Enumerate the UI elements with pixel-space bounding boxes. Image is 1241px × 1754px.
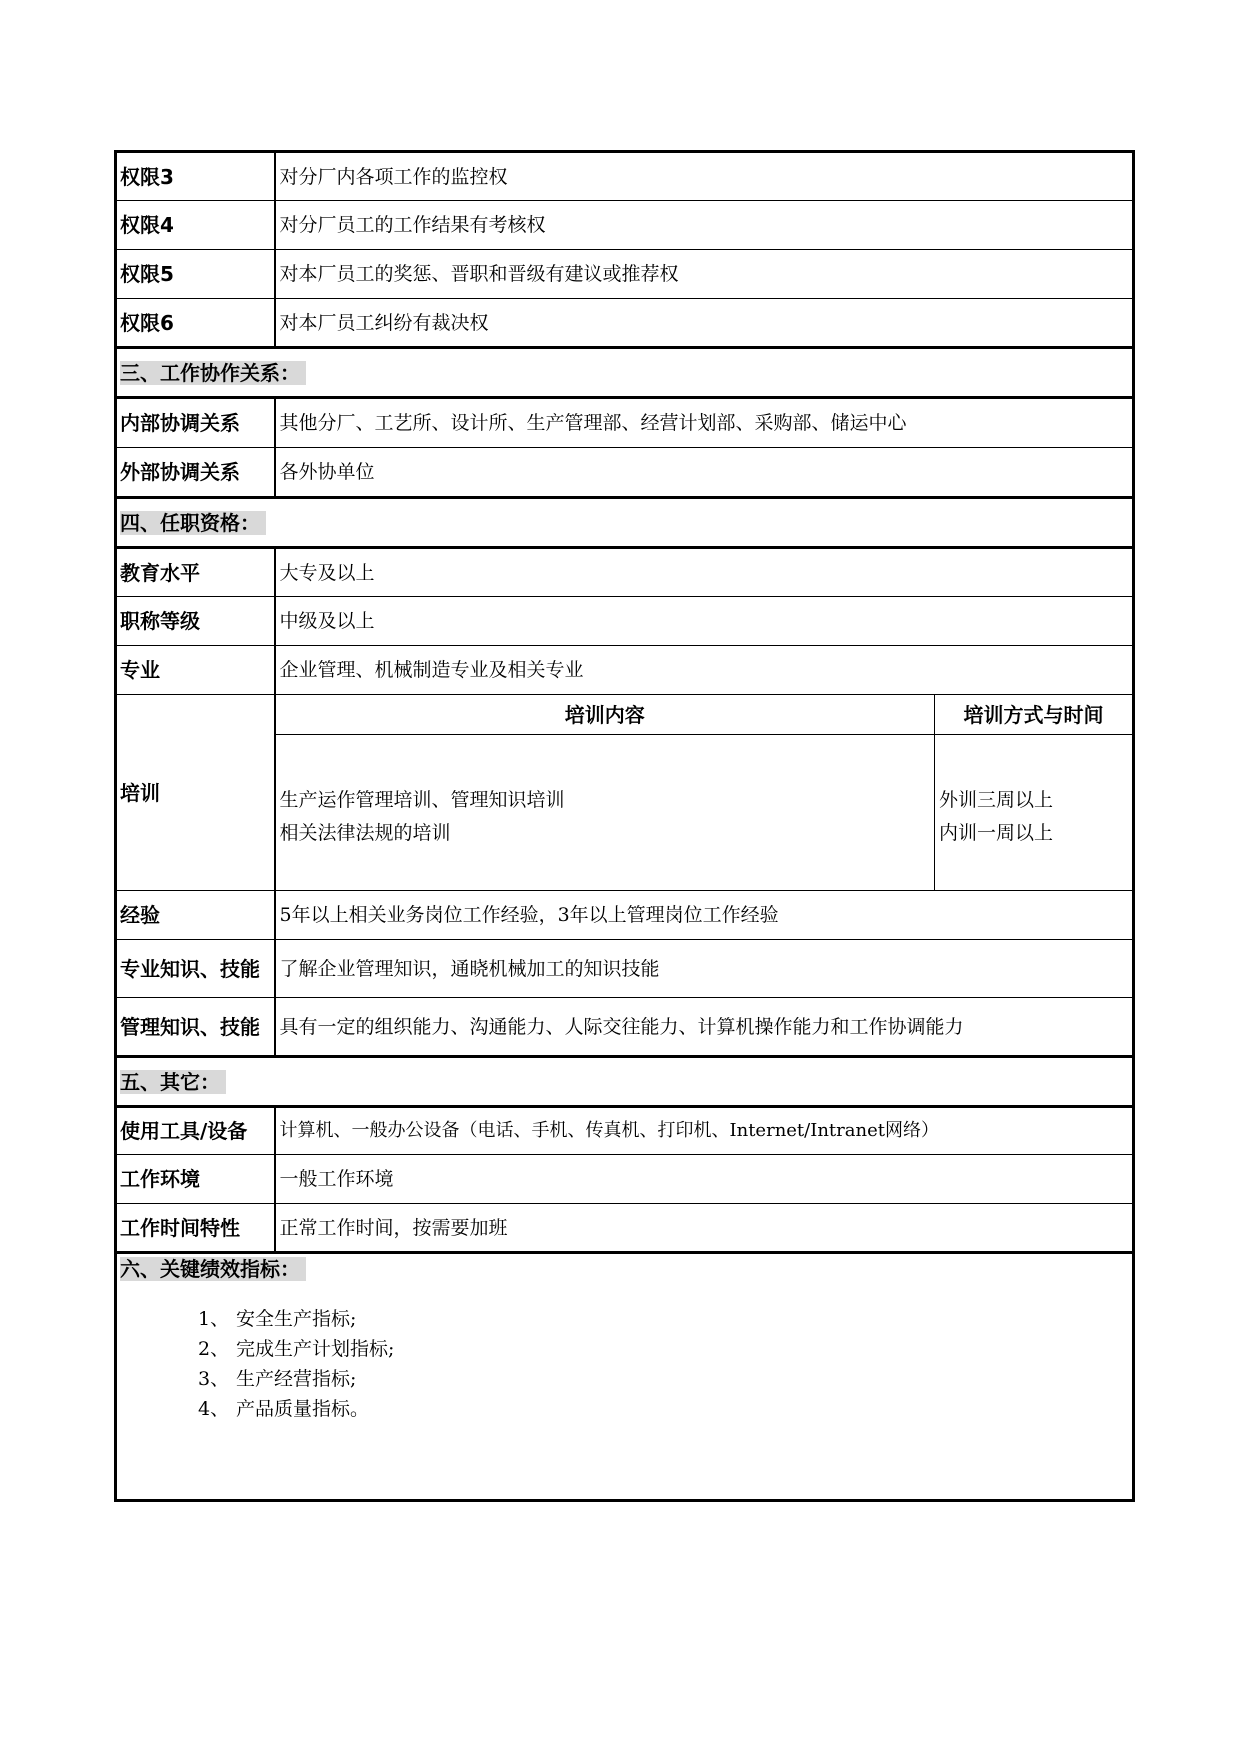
- authority-label: 权限3: [116, 152, 275, 201]
- experience-value: 5年以上相关业务岗位工作经验，3年以上管理岗位工作经验: [275, 891, 1134, 940]
- qualification-label: 教育水平: [116, 548, 275, 597]
- kpi-text: 安全生产指标;: [236, 1308, 357, 1330]
- kpi-item: [198, 1304, 1129, 1334]
- pro-knowledge-label: 专业知识、技能: [116, 940, 275, 998]
- training-method: [935, 735, 1134, 891]
- other-label: 工作环境: [116, 1155, 275, 1204]
- authority-label: 权限4: [116, 201, 275, 250]
- kpi-item: [198, 1364, 1129, 1394]
- job-description-table: [114, 150, 1132, 1502]
- authority-value: 对分厂员工的工作结果有考核权: [275, 201, 1134, 250]
- training-label: 培训: [116, 695, 275, 891]
- section-title: [116, 498, 1134, 548]
- kpi-section: [116, 1253, 1134, 1501]
- kpi-text: 完成生产计划指标;: [236, 1338, 395, 1360]
- other-label: 使用工具/设备: [116, 1107, 275, 1155]
- training-content-line: 生产运作管理培训、管理知识培训: [279, 788, 565, 811]
- other-value: 计算机、一般办公设备（电话、手机、传真机、打印机、Internet/Intranet网络）: [275, 1107, 1134, 1155]
- relation-label: 外部协调关系: [116, 448, 275, 498]
- authority-label: 权限6: [116, 299, 275, 348]
- training-content-line: 相关法律法规的培训: [279, 821, 451, 844]
- section-title-text: 四、任职资格：: [120, 511, 266, 535]
- authority-value: 对本厂员工纠纷有裁决权: [275, 299, 1134, 348]
- kpi-number: 3、: [198, 1368, 230, 1390]
- section-title-text: 三、工作协作关系：: [120, 361, 306, 385]
- section-title-text: 五、其它：: [120, 1070, 226, 1094]
- qualification-value: 大专及以上: [275, 548, 1134, 597]
- kpi-text: 生产经营指标;: [236, 1368, 357, 1390]
- training-content: [275, 735, 935, 891]
- other-label: 工作时间特性: [116, 1204, 275, 1253]
- qualification-value: 中级及以上: [275, 597, 1134, 646]
- experience-label: 经验: [116, 891, 275, 940]
- section-title-text: 六、关键绩效指标：: [120, 1257, 306, 1281]
- relation-label: 内部协调关系: [116, 398, 275, 448]
- kpi-list: [198, 1304, 1129, 1424]
- other-value: 一般工作环境: [275, 1155, 1134, 1204]
- kpi-item: [198, 1334, 1129, 1364]
- relation-value: 各外协单位: [275, 448, 1134, 498]
- kpi-number: 4、: [198, 1398, 230, 1420]
- training-method-header: 培训方式与时间: [935, 695, 1134, 735]
- qualification-value: 企业管理、机械制造专业及相关专业: [275, 646, 1134, 695]
- training-method-line: 内训一周以上: [939, 821, 1054, 844]
- authority-label: 权限5: [116, 250, 275, 299]
- mgmt-knowledge-label: 管理知识、技能: [116, 998, 275, 1057]
- section-title: [116, 1057, 1134, 1107]
- authority-value: 对本厂员工的奖惩、晋职和晋级有建议或推荐权: [275, 250, 1134, 299]
- training-content-header: 培训内容: [275, 695, 935, 735]
- pro-knowledge-value: 了解企业管理知识，通晓机械加工的知识技能: [275, 940, 1134, 998]
- training-method-line: 外训三周以上: [939, 788, 1054, 811]
- kpi-item: [198, 1394, 1129, 1424]
- mgmt-knowledge-value: 具有一定的组织能力、沟通能力、人际交往能力、计算机操作能力和工作协调能力: [275, 998, 1134, 1057]
- other-value: 正常工作时间，按需要加班: [275, 1204, 1134, 1253]
- section-title: [116, 348, 1134, 398]
- kpi-number: 1、: [198, 1308, 230, 1330]
- relation-value: 其他分厂、工艺所、设计所、生产管理部、经营计划部、采购部、储运中心: [275, 398, 1134, 448]
- qualification-label: 职称等级: [116, 597, 275, 646]
- qualification-label: 专业: [116, 646, 275, 695]
- authority-value: 对分厂内各项工作的监控权: [275, 152, 1134, 201]
- kpi-number: 2、: [198, 1338, 230, 1360]
- kpi-text: 产品质量指标。: [236, 1398, 370, 1420]
